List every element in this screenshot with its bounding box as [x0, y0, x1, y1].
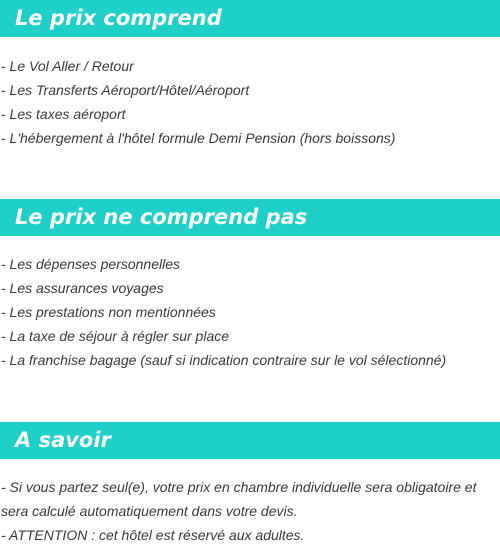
included-list	[0, 54, 500, 150]
list-item: - Le Vol Aller / Retour	[1, 58, 134, 74]
list-item: - Les taxes aéroport	[1, 106, 126, 122]
section-header-good-to-know: A savoir	[0, 422, 500, 459]
list-item: - Les assurances voyages	[1, 280, 164, 296]
not-included-list	[0, 252, 500, 372]
section-header-not-included: Le prix ne comprend pas	[0, 199, 500, 236]
list-item: - La taxe de séjour à régler sur place	[1, 328, 230, 344]
list-item: - La franchise bagage (sauf si indication contraire sur le vol sélectionné)	[1, 352, 447, 368]
list-item: - Si vous partez seul(e), votre prix en chambre individuelle sera obligatoire et sera calculé automatiquement dans votre devis.	[1, 479, 477, 519]
good-to-know-list	[0, 475, 500, 547]
list-item: - Les prestations non mentionnées	[1, 304, 216, 320]
section-header-included: Le prix comprend	[0, 0, 500, 37]
list-item: - L'hébergement à l'hôtel formule Demi Pension (hors boissons)	[1, 130, 396, 146]
list-item: - ATTENTION : cet hôtel est réservé aux adultes.	[1, 527, 305, 543]
list-item: - Les Transferts Aéroport/Hôtel/Aéroport	[1, 82, 250, 98]
list-item: - Les dépenses personnelles	[1, 256, 181, 272]
